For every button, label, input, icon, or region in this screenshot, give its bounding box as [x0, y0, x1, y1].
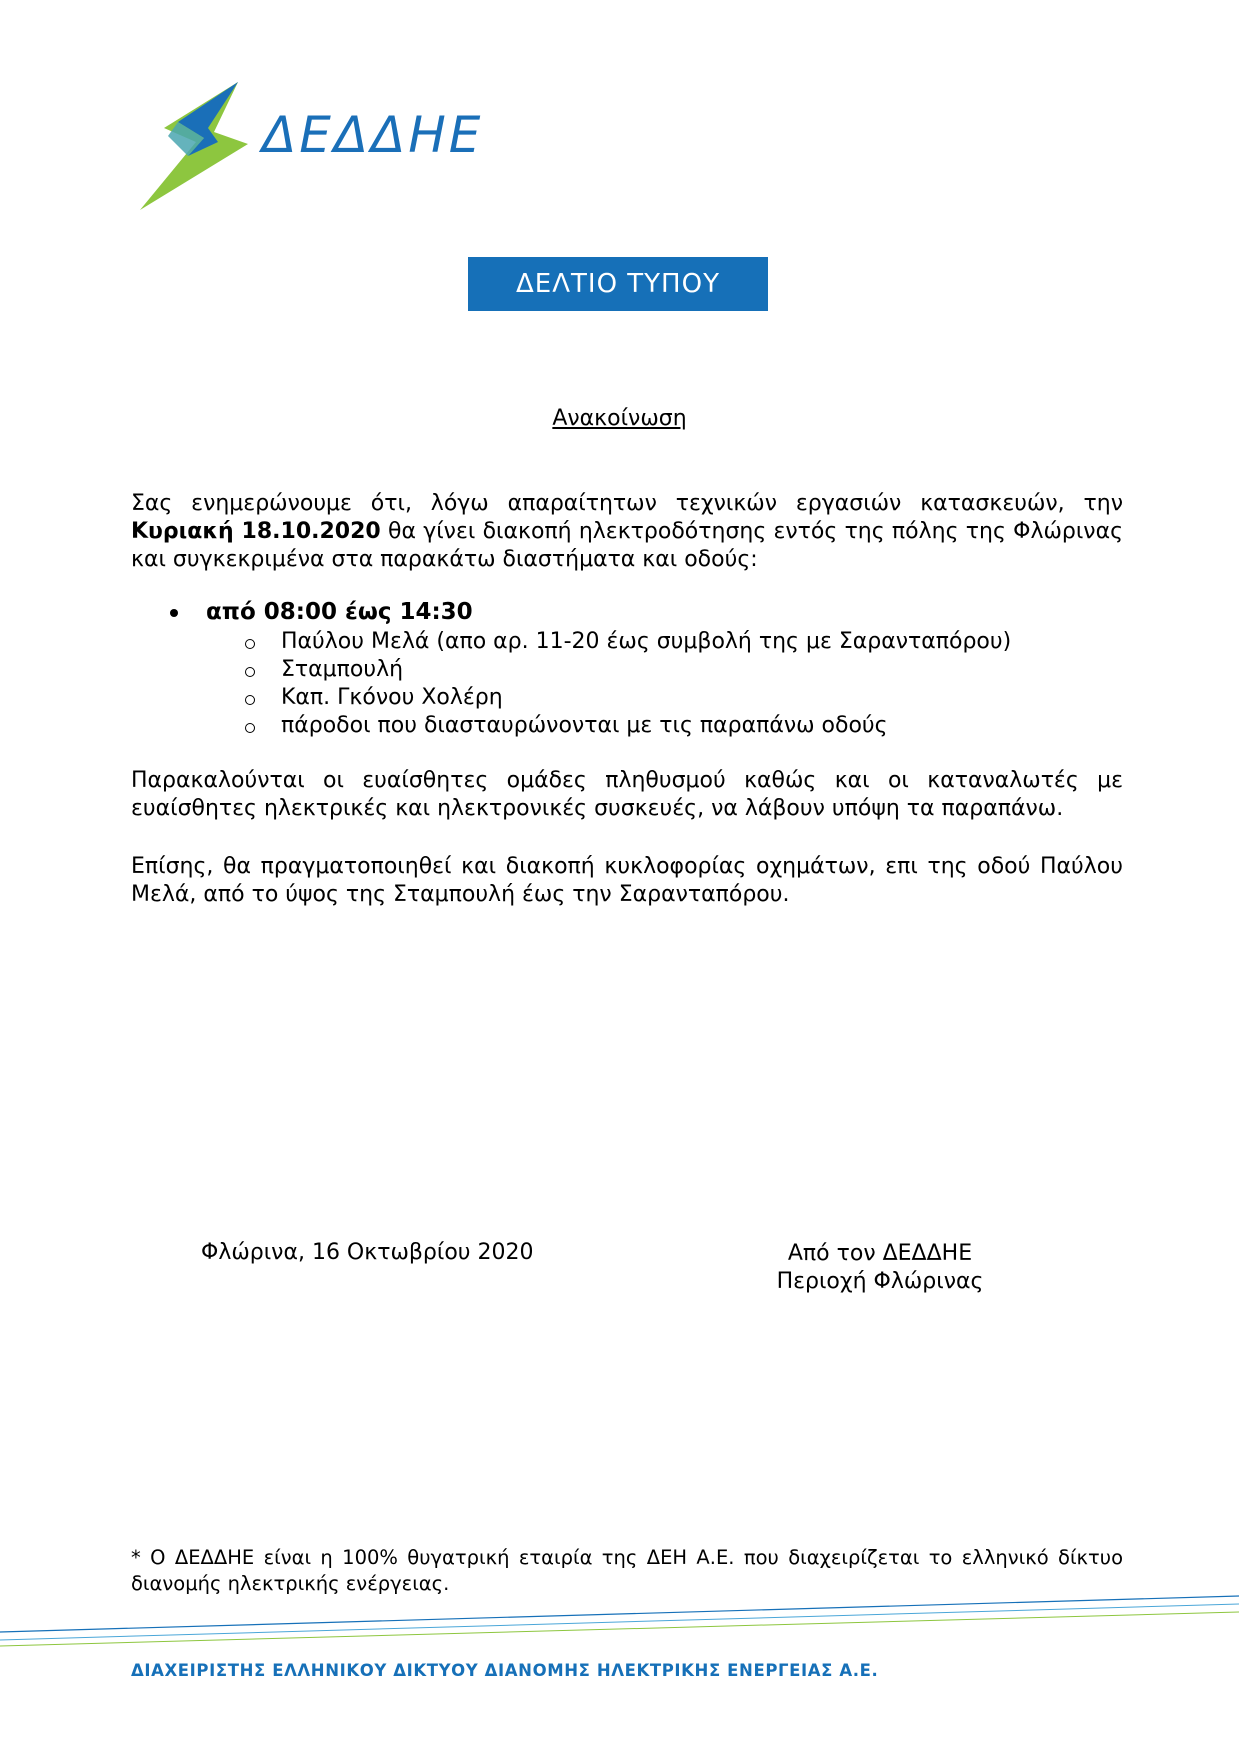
bullet-dot-icon: [170, 609, 178, 617]
circle-bullet-icon: [245, 695, 255, 705]
street-name: Σταμπουλή: [281, 657, 404, 682]
date-line: Φλώρινα, 16 Οκτωβρίου 2020: [201, 1240, 534, 1265]
signature-line-1: Από τον ΔΕΔΔΗΕ: [787, 1241, 973, 1266]
company-logo: [138, 82, 498, 212]
circle-bullet-icon: [245, 667, 255, 677]
traffic-paragraph: Επίσης, θα πραγματοποιηθεί και διακοπή κυκλοφορίας οχημάτων, επι της οδού Παύλου Μελά, από το ύψος της Σταμπουλή έως την Σαρανταπόρου.: [131, 854, 1123, 907]
circle-bullet-icon: [245, 723, 255, 733]
logo-text: ΔΕΔΔΗΕ: [262, 106, 484, 164]
outage-date: Κυριακή 18.10.2020: [131, 519, 381, 544]
sensitive-groups-paragraph: Παρακαλούνται οι ευαίσθητες ομάδες πληθυσμού καθώς και οι καταναλωτές με ευαίσθητες ηλεκτρικές και ηλεκτρονικές συσκευές, να λάβουν υπόψη τα παραπάνω.: [131, 768, 1123, 821]
footnote: * Ο ΔΕΔΔΗΕ είναι η 100% θυγατρική εταιρία της ΔΕΗ Α.Ε. που διαχειρίζεται το ελληνικό δίκτυο διανομής ηλεκτρικής ενέργειας.: [131, 1546, 1123, 1595]
street-name: Καπ. Γκόνου Χολέρη: [281, 685, 503, 710]
intro-text-end: θα γίνει διακοπή ηλεκτροδότησης εντός της πόλης της Φλώρινας και συγκεκριμένα στα παρακάτω διαστήματα και οδούς:: [131, 519, 1123, 572]
signature-line-2: Περιοχή Φλώρινας: [776, 1269, 984, 1294]
intro-paragraph: [131, 490, 1123, 574]
street-name: πάροδοι που διασταυρώνονται με τις παραπάνω οδούς: [281, 713, 888, 738]
footer-company-name: ΔΙΑΧΕΙΡΙΣΤΗΣ ΕΛΛΗΝΙΚΟΥ ΔΙΚΤΥΟΥ ΔΙΑΝΟΜΗΣ ΗΛΕΚΤΡΙΚΗΣ ΕΝΕΡΓΕΙΑΣ Α.Ε.: [131, 1661, 879, 1680]
signature-block: [760, 1240, 1000, 1296]
street-name: Παύλου Μελά (απο αρ. 11-20 έως συμβολή της με Σαρανταπόρου): [281, 629, 1012, 654]
intro-text-start: Σας ενημερώνουμε ότι, λόγω απαραίτητων τεχνικών εργασιών κατασκευών, την: [131, 491, 1123, 516]
press-release-banner: ΔΕΛΤΙΟ ΤΥΠΟΥ: [468, 257, 768, 311]
footer-decorative-lines: [0, 1590, 1239, 1650]
announcement-heading: Ανακοίνωση: [552, 406, 687, 431]
lightning-bolt-logo-icon: [138, 82, 268, 212]
time-range-text: από 08:00 έως 14:30: [206, 599, 473, 625]
circle-bullet-icon: [245, 639, 255, 649]
